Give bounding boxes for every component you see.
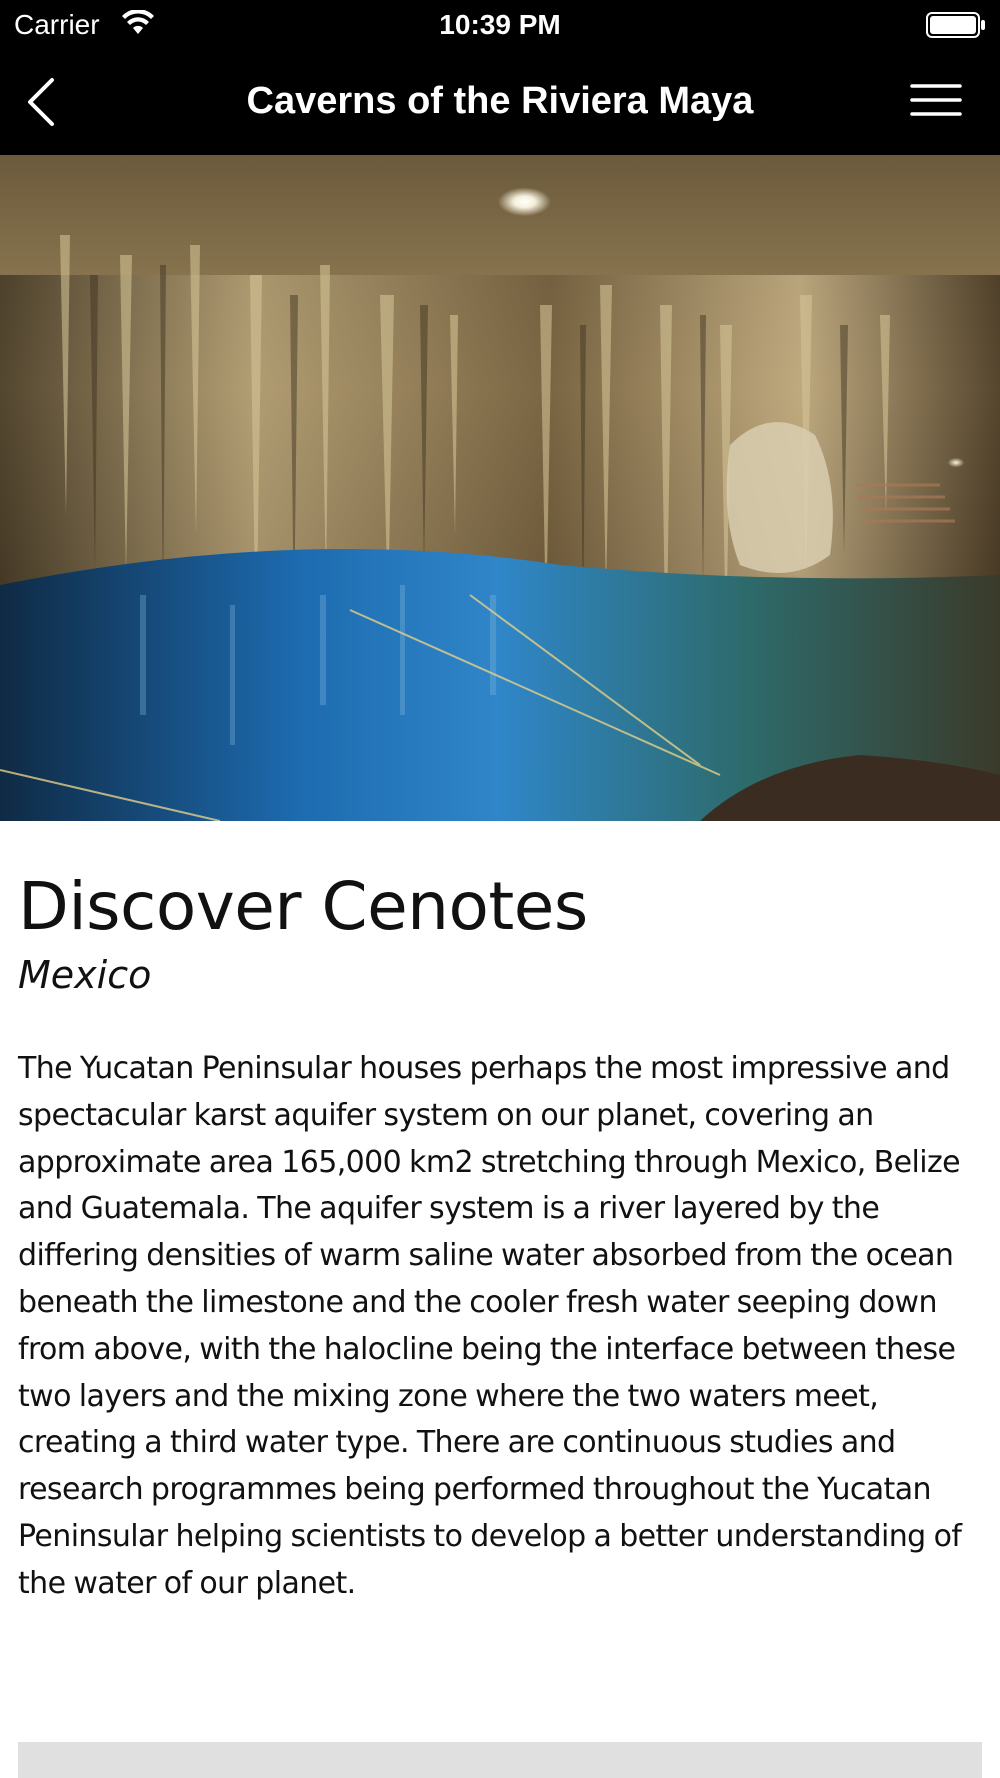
clock: 10:39 PM: [439, 9, 561, 40]
article-body: The Yucatan Peninsular houses perhaps the most impressive and spectacular karst aquifer system on our planet, covering an approximate area 165,000 km2 stretching through Mexico, Belize and Guatemala. The aquifer system is a river layered by the differing densities of warm saline water absorbed from the ocean beneath the limestone and the cooler fresh water seeping down from above, with the halocline being the interface between these two layers and the mixing zone where the two waters meet, creating a third water type. There are continuous studies and research programmes being performed throughout the Yucatan Peninsular helping scientists to develop a better understanding of the water of our planet.: [18, 1051, 962, 1601]
hamburger-menu-icon: [910, 80, 962, 120]
navigation-bar: [0, 50, 1000, 155]
info-panel: [18, 1742, 982, 1778]
status-bar: [0, 0, 1000, 50]
back-button[interactable]: [18, 72, 74, 128]
article-subtitle: Mexico: [18, 953, 152, 997]
article: [18, 868, 984, 1608]
chevron-left-icon: [18, 72, 74, 128]
article-title: Discover Cenotes: [18, 868, 588, 945]
menu-button[interactable]: [910, 80, 962, 120]
battery-icon: [926, 12, 986, 38]
cenote-cave-photo: [0, 155, 1000, 821]
page-title: Caverns of the Riviera Maya: [246, 80, 754, 122]
hero-image: [0, 155, 1000, 821]
carrier-label: Carrier: [14, 9, 100, 40]
